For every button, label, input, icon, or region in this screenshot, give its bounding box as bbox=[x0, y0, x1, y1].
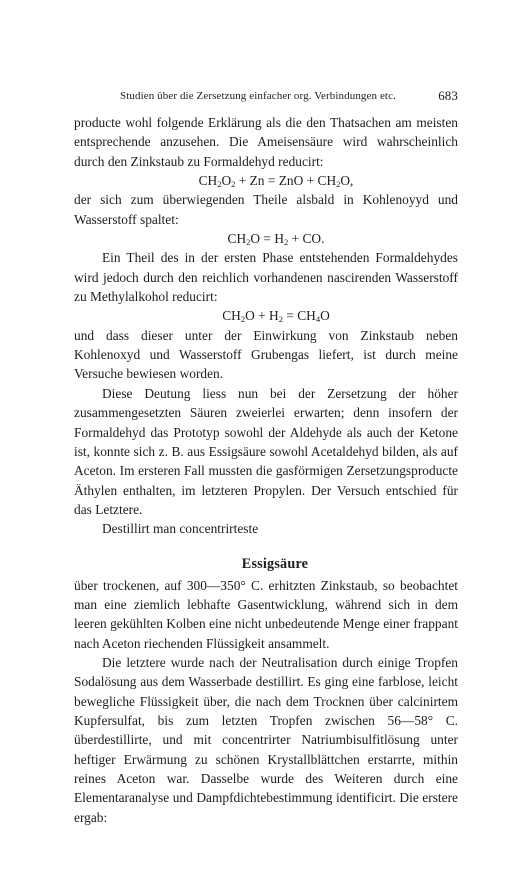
formula-2 bbox=[74, 229, 458, 248]
paragraph-5: Diese Deutung liess nun bei der Zersetzung der höher zusammengesetzten Säuren zweierlei erwarten; denn insofern der Formaldehyd das Prototyp sowohl der Aldehyde als auch der Ketone ist, konnte sich z. B. aus Essigsäure sowohl Acetaldehyd bilden, als auf Aceton. Im ersteren Fall mussten die gasförmigen Zersetzungsproducte Äthylen enthalten, im letzteren Propylen. Der Versuch entschied für das Letztere. bbox=[74, 385, 458, 517]
formula-3-part: O bbox=[320, 308, 330, 324]
page-body bbox=[74, 113, 458, 827]
formula-3-sub: 4 bbox=[315, 314, 321, 325]
formula-2-sub: 2 bbox=[284, 237, 289, 248]
formula-1-sub: 2 bbox=[217, 179, 222, 190]
formula-3-part: CH bbox=[222, 308, 241, 324]
paragraph-6: Destillirt man concentrirteste bbox=[102, 521, 259, 537]
paragraph-7: über trockenen, auf 300—350° C. erhitzten Zinkstaub, so beobachtet man eine ziemlich lebhafte Gasentwicklung, während sich in dem leeren gekühlten Kolben eine nicht unbedeutende Menge einer frappant nach Aceton riechenden Flüssigkeit ansammelt. bbox=[74, 577, 458, 651]
formula-2-part: CH bbox=[227, 231, 247, 247]
formula-1 bbox=[74, 171, 458, 190]
running-header bbox=[120, 90, 458, 106]
formula-2-part: + CO. bbox=[288, 231, 325, 247]
formula-3 bbox=[74, 306, 458, 325]
formula-3-part: = CH bbox=[282, 308, 316, 324]
formula-1-sub: 2 bbox=[336, 179, 341, 190]
paragraph-3: Ein Theil des in der ersten Phase entstehenden Formaldehydes wird jedoch durch den reichlich vorhandenen nascirenden Wasserstoff zu Methylalkohol reducirt: bbox=[74, 250, 458, 305]
formula-3-sub: 2 bbox=[240, 314, 246, 325]
formula-1-part: O bbox=[221, 173, 232, 189]
running-title: Studien über die Zersetzung einfacher org. Verbindungen etc. bbox=[120, 90, 396, 102]
formula-3-part: O + H bbox=[245, 308, 279, 324]
formula-2-sub: 2 bbox=[246, 237, 251, 248]
formula-2-part: O = H bbox=[250, 231, 284, 247]
paragraph-1: producte wohl folgende Erklärung als die den Thatsachen am meisten entsprechende anzusehen. Die Ameisensäure wird wahrscheinlich durch den Zinkstaub zu Formaldehyd reducirt: bbox=[74, 115, 458, 169]
paragraph-4: und dass dieser unter der Einwirkung von Zinkstaub neben Kohlenoxyd und Wasserstoff Grubengas liefert, ist durch meine Versuche bewiesen worden. bbox=[74, 327, 458, 382]
formula-1-sub: 2 bbox=[231, 179, 236, 190]
formula-1-part: CH bbox=[198, 173, 218, 189]
formula-3-sub: 2 bbox=[278, 314, 283, 325]
paragraph-2: der sich zum überwiegenden Theile alsbald in Kohlenoyyd und Wasserstoff spaltet: bbox=[74, 192, 458, 227]
section-heading: Essigsäure bbox=[241, 555, 309, 572]
formula-1-part: + Zn = ZnO + CH bbox=[235, 173, 337, 189]
page-number: 683 bbox=[438, 88, 458, 103]
formula-1-part: O, bbox=[340, 173, 354, 189]
paragraph-8: Die letztere wurde nach der Neutralisation durch einige Tropfen Sodalösung aus dem Wasserbade destillirt. Es ging eine farblose, leicht bewegliche Flüssigkeit über, die nach dem Trocknen über calcinirtem Kupfersulfat, bis zum letzten Tropfen zwischen 56—58° C. überdestillirte, und mit concentrirter Natriumbisulfitlösung unter heftiger Erwärmung zu schönen Krystallblättchen erstarrte, mithin reines Aceton war. Dasselbe wurde des Weiteren durch eine Elementaranalyse und Dampfdichtebestimmung identificirt. Die erstere ergab: bbox=[74, 654, 458, 825]
